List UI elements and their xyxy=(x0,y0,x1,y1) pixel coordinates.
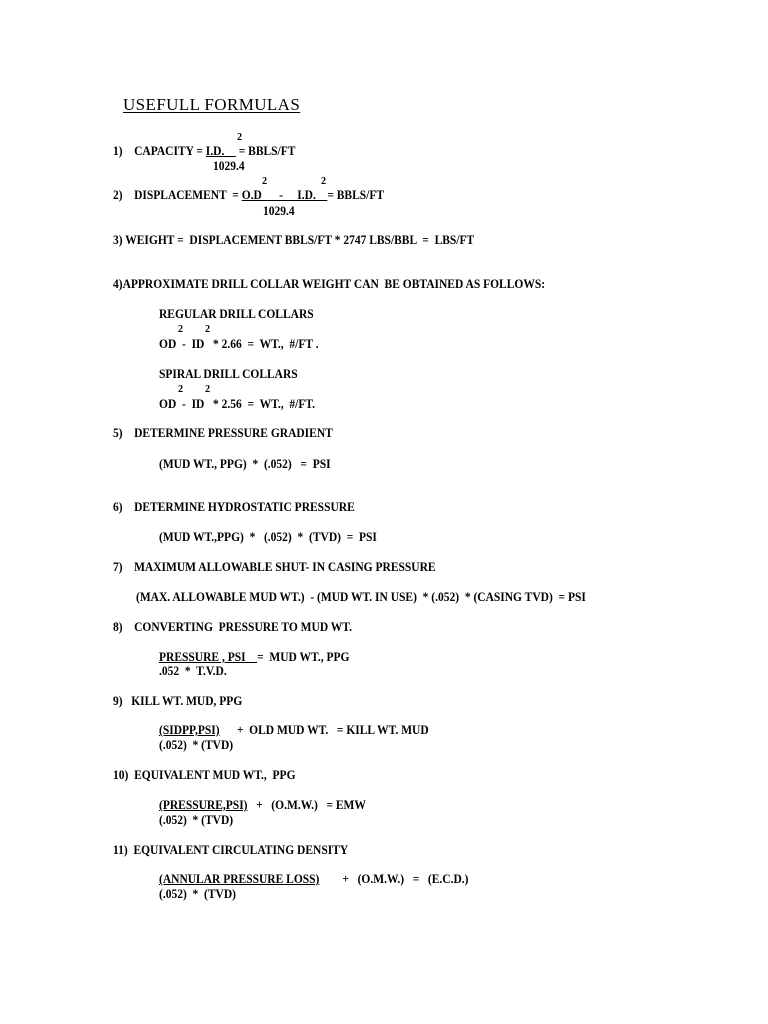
f10-heading: 10) EQUIVALENT MUD WT., PPG xyxy=(113,768,296,782)
f11-numerator: (ANNULAR PRESSURE LOSS) xyxy=(159,872,320,886)
f7-formula: (MAX. ALLOWABLE MUD WT.) - (MUD WT. IN USE) * (.052) * (CASING TVD) = PSI xyxy=(136,590,586,604)
f1-line xyxy=(113,144,295,158)
f4-spiral-label: SPIRAL DRILL COLLARS xyxy=(159,367,298,381)
f2-exponent-id: 2 xyxy=(321,175,327,187)
f1-denominator: 1029.4 xyxy=(213,159,245,173)
f11-line xyxy=(159,872,468,886)
f10-line xyxy=(159,798,366,812)
f4-spiral-exp-id: 2 xyxy=(205,383,211,395)
f8-denominator: .052 * T.V.D. xyxy=(159,664,227,678)
f2-line xyxy=(113,188,384,202)
f8-rest: = MUD WT., PPG xyxy=(257,650,350,664)
f4-regular-label: REGULAR DRILL COLLARS xyxy=(159,307,314,321)
f6-heading: 6) DETERMINE HYDROSTATIC PRESSURE xyxy=(113,500,355,514)
f11-heading: 11) EQUIVALENT CIRCULATING DENSITY xyxy=(113,843,349,857)
f4-spiral-formula: OD - ID * 2.56 = WT., #/FT. xyxy=(159,397,316,411)
f2-exponent-od: 2 xyxy=(262,175,268,187)
f8-heading: 8) CONVERTING PRESSURE TO MUD WT. xyxy=(113,620,353,634)
f11-denominator: (.052) * (TVD) xyxy=(159,887,236,901)
f11-rest: + (O.M.W.) = (E.C.D.) xyxy=(319,872,469,886)
f5-formula: (MUD WT., PPG) * (.052) = PSI xyxy=(159,457,331,471)
f4-regular-formula: OD - ID * 2.66 = WT., #/FT . xyxy=(159,337,319,351)
f9-heading: 9) KILL WT. MUD, PPG xyxy=(113,694,243,708)
f4-regular-exp-id: 2 xyxy=(205,323,211,335)
f6-formula: (MUD WT.,PPG) * (.052) * (TVD) = PSI xyxy=(159,530,377,544)
f10-rest: + (O.M.W.) = EMW xyxy=(247,798,366,812)
f9-line xyxy=(159,723,429,737)
f9-rest: + OLD MUD WT. = KILL WT. MUD xyxy=(219,723,429,737)
f5-heading: 5) DETERMINE PRESSURE GRADIENT xyxy=(113,426,333,440)
f1-label: 1) CAPACITY = xyxy=(113,144,206,158)
f2-denominator: 1029.4 xyxy=(263,204,295,218)
f1-rest: = BBLS/FT xyxy=(235,144,296,158)
f1-exponent: 2 xyxy=(237,131,243,143)
f1-numerator: I.D. xyxy=(205,144,236,158)
f2-rest: = BBLS/FT xyxy=(327,188,385,202)
f10-numerator: (PRESSURE,PSI) xyxy=(159,798,248,812)
f4-heading: 4)APPROXIMATE DRILL COLLAR WEIGHT CAN BE OBTAINED AS FOLLOWS: xyxy=(113,277,546,291)
f10-denominator: (.052) * (TVD) xyxy=(159,813,234,827)
f4-spiral-exp-od: 2 xyxy=(178,383,184,395)
f8-line xyxy=(159,650,349,664)
f2-label: 2) DISPLACEMENT = xyxy=(113,188,242,202)
f9-denominator: (.052) * (TVD) xyxy=(159,738,234,752)
f4-regular-exp-od: 2 xyxy=(178,323,184,335)
f8-numerator: PRESSURE , PSI xyxy=(159,650,258,664)
page-title: USEFULL FORMULAS xyxy=(123,95,301,114)
f3-line: 3) WEIGHT = DISPLACEMENT BBLS/FT * 2747 LBS/BBL = LBS/FT xyxy=(113,233,475,247)
f2-numerator: O.D - I.D. xyxy=(241,188,328,202)
f7-heading: 7) MAXIMUM ALLOWABLE SHUT- IN CASING PRESSURE xyxy=(113,560,436,574)
f9-numerator: (SIDPP,PSI) xyxy=(159,723,220,737)
